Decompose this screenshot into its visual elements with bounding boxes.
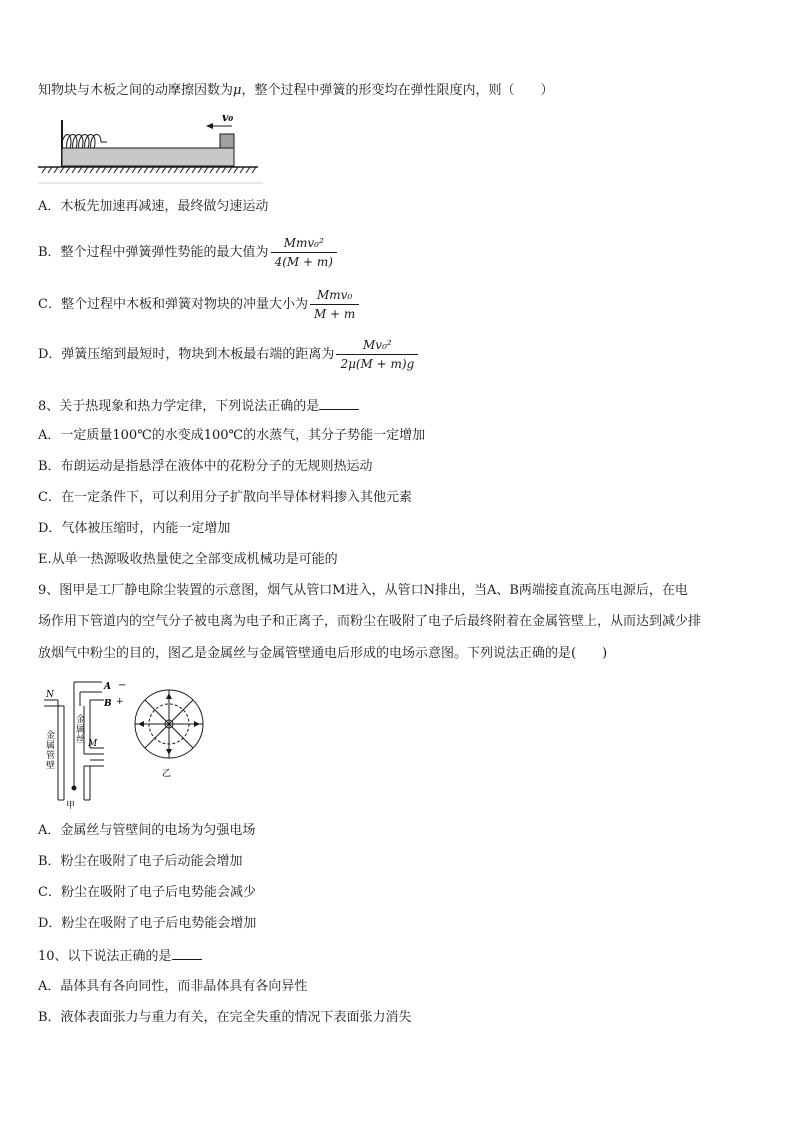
q9-option-d: D．粉尘在吸附了电子后电势能会增加 [38,916,257,931]
fraction-numerator: Mv₀² [336,338,418,355]
q9-figure-electrostatic-precipitator [38,676,218,812]
wire-label-char1: 金 [76,715,86,725]
q7-figure-spring-board [38,110,268,188]
label-yi: 乙 [162,769,172,779]
q10-stem [38,947,202,966]
wall-label-char4: 壁 [46,761,56,771]
q7-option-b [38,236,337,270]
minus-sign: − [118,680,127,691]
q9-stem-line2: 场作用下管道内的空气分子被电离为电子和正离子，而粉尘在吸附了电子后最终附着在金属管壁上，从而达到减少排 [38,614,702,629]
q8-option-d: D．气体被压缩时，内能一定增加 [38,521,231,536]
q7-option-b-fraction [271,236,337,269]
plus-sign: + [116,697,124,707]
mu-symbol: μ [233,83,242,98]
q7-option-c-fraction [310,288,359,321]
fraction-numerator: Mmv₀² [271,236,337,253]
wire-label-char3: 丝 [76,735,86,745]
q8-stem-text: 8、关于热现象和热力学定律，下列说法正确的是 [38,399,320,414]
q9-stem-line1: 9、图甲是工厂静电除尘装置的示意图，烟气从管口M进入，从管口N排出，当A、B两端接直流高压电源后，在电 [38,583,688,598]
q9-option-c: C．粉尘在吸附了电子后电势能会减少 [38,885,256,900]
label-a: A [104,682,111,692]
wall-label-char1: 金 [46,731,56,741]
q8-option-c: C．在一定条件下，可以利用分子扩散向半导体材料掺入其他元素 [38,490,412,505]
fraction-denominator: M + m [313,307,356,321]
v0-label: v₀ [222,111,234,124]
q8-option-e: E.从单一热源吸收热量使之全部变成机械功是可能的 [38,552,338,567]
q7-option-d [38,338,418,372]
q7-option-d-text: D．弹簧压缩到最短时，物块到木板最右端的距离为 [38,347,335,362]
fraction-denominator: 2μ(M + m)g [340,357,415,371]
q7-stem-part2: ，整个过程中弹簧的形变均在弹性限度内，则（ ） [241,83,554,98]
q8-option-b: B．布朗运动是指悬浮在液体中的花粉分子的无规则热运动 [38,459,373,474]
answer-blank [172,947,202,960]
q8-option-a: A．一定质量100℃的水变成100℃的水蒸气，其分子势能一定增加 [38,428,426,443]
wire-label-char2: 属 [76,725,86,735]
q9-option-a: A．金属丝与管壁间的电场为匀强电场 [38,823,256,838]
q7-option-d-fraction [336,338,418,371]
label-b: B [104,699,112,709]
q7-option-c [38,288,359,322]
q7-stem-part1: 知物块与木板之间的动摩擦因数为 [38,83,234,98]
fraction-denominator: 4(M + m) [274,255,333,269]
wall-label-char3: 管 [46,751,56,761]
q9-option-b: B．粉尘在吸附了电子后动能会增加 [38,854,243,869]
label-jia: 甲 [66,801,76,811]
q10-option-b: B．液体表面张力与重力有关，在完全失重的情况下表面张力消失 [38,1010,412,1025]
answer-blank [319,397,359,410]
q10-stem-text: 10、以下说法正确的是 [38,949,172,964]
fraction-numerator: Mmv₀ [310,288,359,305]
q7-stem [38,82,553,100]
q9-stem-line3: 放烟气中粉尘的目的，图乙是金属丝与金属管壁通电后形成的电场示意图。下列说法正确的是( ) [38,646,608,661]
q7-option-c-text: C．整个过程中木板和弹簧对物块的冲量大小为 [38,297,308,312]
q8-stem [38,397,359,416]
label-m: M [88,739,98,749]
wall-label-char2: 属 [46,741,56,751]
q7-option-a: A．木板先加速再减速，最终做匀速运动 [38,199,269,214]
q10-option-a: A．晶体具有各向同性，而非晶体具有各向异性 [38,979,308,994]
label-n: N [46,690,54,700]
q7-option-b-text: B．整个过程中弹簧弹性势能的最大值为 [38,245,269,260]
